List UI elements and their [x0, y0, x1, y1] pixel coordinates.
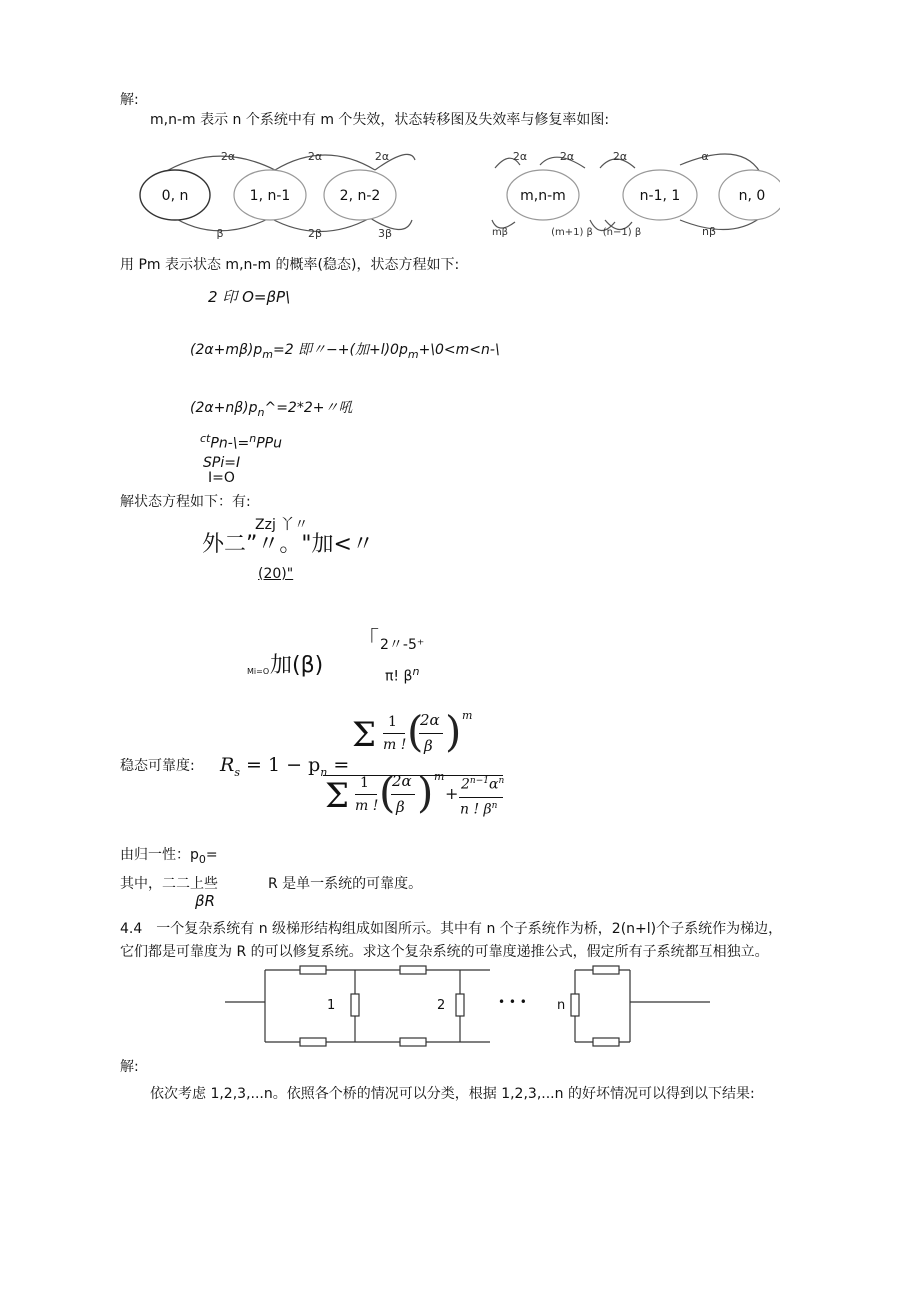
- state-label: 0, n: [161, 188, 189, 204]
- two-alpha: 2α: [420, 711, 440, 729]
- rate-label: mβ: [491, 227, 509, 238]
- solve-line: 解状态方程如下：有:: [120, 494, 251, 510]
- where-suffix: R 是单一系统的可靠度。: [268, 876, 423, 892]
- bridge-label: 1: [327, 998, 336, 1013]
- frac-one: 1: [388, 714, 397, 730]
- m-factorial: m !: [355, 798, 379, 814]
- beta: β: [424, 737, 433, 755]
- frac-one: 1: [360, 775, 369, 791]
- intro-text: m,n-m 表示 n 个系统中有 m 个失效，状态转移图及失效率与修复率如图:: [150, 112, 610, 128]
- equation-2: $(2\alpha+m\beta)p_m=2$ 即〃−+(加$+l)0p_m+\backslash 0<m<n-\backslash$: [190, 342, 500, 361]
- reliability-lhs: $R_s = 1 - p_n$ =: [220, 754, 350, 779]
- power-term: $2^{n-1}\alpha^n$: [461, 776, 505, 793]
- reliability-label: 稳态可靠度:: [120, 758, 195, 774]
- bottom-resistor: [300, 1038, 326, 1046]
- solution-2-label: 解:: [120, 1059, 139, 1075]
- solution-1-main: 外二”〃。"加<〃: [202, 532, 374, 557]
- rate-label: 2α: [374, 150, 390, 163]
- ladder-circuit-diagram: [210, 962, 720, 1062]
- rate-label: β: [216, 227, 224, 240]
- plus-sign: +: [445, 784, 459, 803]
- top-resistor: [300, 966, 326, 974]
- beta: β: [396, 798, 405, 816]
- equations-intro: 用 Pm 表示状态 m,n-m 的概率(稳态)，状态方程如下:: [120, 257, 460, 273]
- equation-4: $^{ct}$Pn-\=$^n$PPu: [200, 432, 282, 452]
- rate-label: 2α: [307, 150, 323, 163]
- state-transition-diagram: [120, 140, 780, 245]
- solution-2-numerator: 2〃-5⁺: [380, 637, 425, 653]
- state-label: 1, n-1: [249, 188, 291, 204]
- exponent-m: m: [434, 770, 445, 783]
- top-resistor: [400, 966, 426, 974]
- bridge-resistor: [571, 994, 579, 1016]
- solution-2-text: 依次考虑 1,2,3,...n。依照各个桥的情况可以分类，根据 1,2,3,...n 的好坏情况可以得到以下结果:: [150, 1086, 755, 1102]
- normalization-line: 由归一性：$p_0=$: [120, 847, 218, 866]
- solution-2-bracket: 「: [357, 628, 380, 653]
- rate-label: nβ: [702, 225, 716, 238]
- bridge-label: n: [557, 998, 566, 1013]
- where-prefix: 其中，二二上些: [120, 876, 218, 892]
- sum-symbol-denominator: Σ: [325, 776, 350, 816]
- state-label: m,n-m: [520, 188, 566, 204]
- state-label: 2, n-2: [339, 188, 381, 204]
- rate-label: α: [701, 150, 709, 163]
- bridge-resistor: [351, 994, 359, 1016]
- bottom-resistor: [400, 1038, 426, 1046]
- top-resistor: [593, 966, 619, 974]
- ellipsis-dots: • • •: [498, 995, 527, 1009]
- rate-label: 2α: [220, 150, 236, 163]
- solution-2-denominator: π! $\beta^n$: [385, 665, 420, 685]
- state-label: n, 0: [738, 188, 766, 204]
- rate-label: 2α: [512, 150, 528, 163]
- equation-3: $(2\alpha+n\beta)p_n\^{}=2*2+$〃吼: [190, 400, 353, 419]
- state-label: n-1, 1: [639, 188, 681, 204]
- equation-5: SPi=I: [203, 455, 241, 471]
- equation-6: I=O: [208, 470, 235, 486]
- rate-label: 2β: [307, 227, 323, 240]
- rate-label: 2α: [559, 150, 575, 163]
- solution-label: 解:: [120, 92, 139, 108]
- rate-label: (n−1) β: [602, 227, 642, 238]
- rate-label: 3β: [377, 227, 393, 240]
- n-factorial-term: n ! $\beta^n$: [460, 801, 498, 818]
- rate-label: (m+1) β: [551, 227, 593, 238]
- equation-1: 2 印 O=βP\: [208, 288, 291, 306]
- solution-2-main: 加(β): [270, 653, 324, 678]
- solution-1-top: Zzj 丫〃: [255, 517, 309, 533]
- bridge-label: 2: [437, 998, 446, 1013]
- two-alpha: 2α: [392, 772, 412, 790]
- m-factorial: m !: [383, 737, 407, 753]
- solution-1-bottom: (20)": [258, 566, 294, 582]
- bridge-resistor: [456, 994, 464, 1016]
- sum-symbol-numerator: Σ: [352, 715, 377, 755]
- solution-2-prefix: Mi=O: [247, 667, 270, 676]
- rate-label: 2α: [612, 150, 628, 163]
- where-below: βR: [195, 892, 215, 910]
- problem-4-4-line1: 4.4 一个复杂系统有 n 级梯形结构组成如图所示。其中有 n 个子系统作为桥，2(n+l)个子系统作为梯边，: [120, 921, 783, 937]
- problem-4-4-line2: 它们都是可靠度为 R 的可以修复系统。求这个复杂系统的可靠度递推公式，假定所有子系统都互相独立。: [120, 944, 769, 960]
- bottom-resistor: [593, 1038, 619, 1046]
- exponent-m: m: [462, 709, 473, 722]
